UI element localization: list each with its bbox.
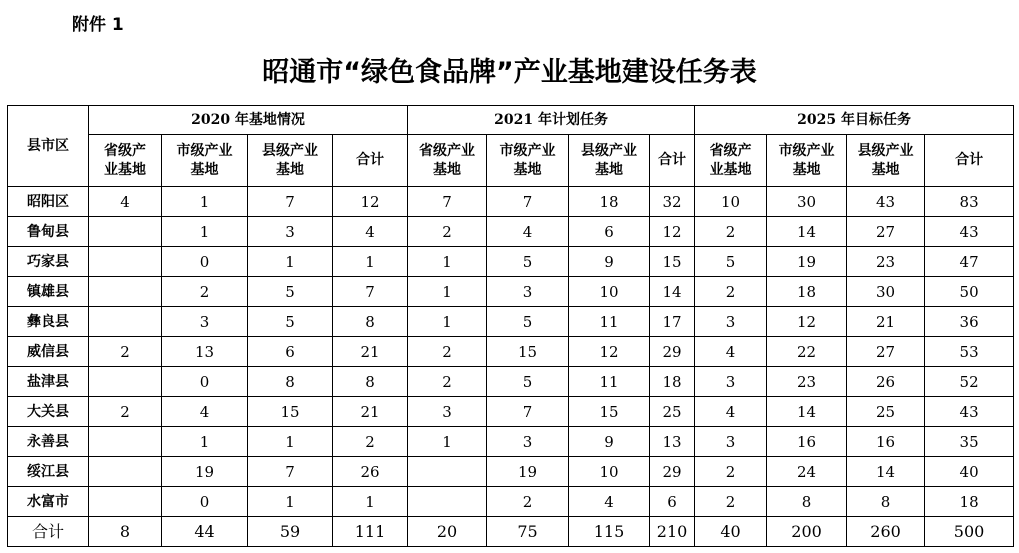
value-cell: 2: [89, 337, 162, 367]
county-name-cell: 绥江县: [8, 457, 89, 487]
value-cell: 36: [925, 307, 1014, 337]
header-sub-line: 基地: [595, 161, 624, 178]
value-cell: 18: [767, 277, 847, 307]
value-cell: 8: [333, 367, 408, 397]
value-cell: 19: [767, 247, 847, 277]
value-cell: 1: [408, 307, 487, 337]
header-sub-line: 县级产业: [262, 142, 318, 159]
value-cell: 1: [162, 427, 248, 457]
value-cell: 14: [847, 457, 925, 487]
value-cell: 11: [569, 307, 650, 337]
value-cell: 22: [767, 337, 847, 367]
value-cell: 3: [248, 217, 333, 247]
value-cell: [89, 457, 162, 487]
total-row: [8, 517, 1014, 547]
table-row: [8, 217, 1014, 247]
county-name-cell: 大关县: [8, 397, 89, 427]
value-cell: 18: [569, 187, 650, 217]
value-cell: 5: [487, 247, 569, 277]
county-name-cell: 巧家县: [8, 247, 89, 277]
value-cell: 15: [650, 247, 695, 277]
header-sub-line: 基地: [190, 161, 219, 178]
header-sub-line: 基地: [871, 161, 900, 178]
value-cell: 11: [569, 367, 650, 397]
value-cell: 7: [408, 187, 487, 217]
header-group-2020: 2020 年基地情况: [89, 106, 408, 135]
value-cell: 6: [650, 487, 695, 517]
value-cell: 23: [847, 247, 925, 277]
value-cell: 30: [847, 277, 925, 307]
value-cell: [89, 307, 162, 337]
header-sub-line: 市级产业: [176, 142, 233, 159]
value-cell: 9: [569, 247, 650, 277]
value-cell: 17: [650, 307, 695, 337]
value-cell: 5: [487, 307, 569, 337]
header-sub-line: 业基地: [104, 161, 146, 178]
value-cell: 4: [695, 397, 767, 427]
header-sub-cell: [569, 135, 650, 187]
value-cell: 7: [333, 277, 408, 307]
county-name-cell: 镇雄县: [8, 277, 89, 307]
header-sub-cell: [408, 135, 487, 187]
value-cell: 12: [767, 307, 847, 337]
value-cell: 8: [767, 487, 847, 517]
value-cell: 52: [925, 367, 1014, 397]
value-cell: 15: [569, 397, 650, 427]
value-cell: 7: [248, 187, 333, 217]
table-row: [8, 337, 1014, 367]
value-cell: 0: [162, 487, 248, 517]
header-sub-line: 省级产业: [419, 142, 476, 159]
total-value-cell: 111: [333, 517, 408, 547]
header-sub-line: 省级产: [709, 142, 752, 159]
header-sub-line: 市级产业: [778, 142, 835, 159]
total-label-cell: 合计: [8, 517, 89, 547]
value-cell: [89, 487, 162, 517]
value-cell: 50: [925, 277, 1014, 307]
value-cell: 32: [650, 187, 695, 217]
header-sub-line: 业基地: [709, 161, 752, 178]
value-cell: 15: [487, 337, 569, 367]
header-sub-line: 合计: [955, 152, 984, 168]
value-cell: 2: [695, 457, 767, 487]
value-cell: 4: [162, 397, 248, 427]
total-value-cell: 40: [695, 517, 767, 547]
total-value-cell: 200: [767, 517, 847, 547]
value-cell: 2: [695, 487, 767, 517]
value-cell: 26: [847, 367, 925, 397]
header-row-groups: [8, 106, 1014, 135]
value-cell: 13: [162, 337, 248, 367]
value-cell: 4: [695, 337, 767, 367]
value-cell: 3: [487, 277, 569, 307]
total-value-cell: 115: [569, 517, 650, 547]
header-sub-cell: [162, 135, 248, 187]
task-table: [7, 105, 1014, 547]
value-cell: 19: [487, 457, 569, 487]
header-sub-cell: [925, 135, 1014, 187]
value-cell: 2: [333, 427, 408, 457]
total-value-cell: 75: [487, 517, 569, 547]
header-sub-line: 合计: [356, 152, 385, 168]
table-row: [8, 457, 1014, 487]
value-cell: 4: [569, 487, 650, 517]
value-cell: 3: [487, 427, 569, 457]
value-cell: 0: [162, 367, 248, 397]
value-cell: 53: [925, 337, 1014, 367]
value-cell: 21: [333, 397, 408, 427]
value-cell: 43: [847, 187, 925, 217]
value-cell: 1: [408, 427, 487, 457]
value-cell: 3: [695, 367, 767, 397]
value-cell: 29: [650, 337, 695, 367]
value-cell: 21: [847, 307, 925, 337]
value-cell: 8: [333, 307, 408, 337]
value-cell: 1: [333, 247, 408, 277]
total-value-cell: 59: [248, 517, 333, 547]
table-row: [8, 247, 1014, 277]
header-sub-line: 市级产业: [499, 142, 556, 159]
value-cell: 8: [847, 487, 925, 517]
value-cell: 14: [767, 397, 847, 427]
value-cell: 6: [248, 337, 333, 367]
header-row-sub: [8, 135, 1014, 187]
value-cell: 83: [925, 187, 1014, 217]
page-title: 昭通市“绿色食品牌”产业基地建设任务表: [262, 57, 757, 88]
value-cell: 1: [248, 427, 333, 457]
value-cell: 1: [162, 187, 248, 217]
value-cell: 3: [162, 307, 248, 337]
value-cell: 25: [847, 397, 925, 427]
value-cell: 30: [767, 187, 847, 217]
value-cell: 2: [695, 217, 767, 247]
value-cell: 1: [248, 247, 333, 277]
header-county: 县市区: [8, 106, 89, 187]
value-cell: [89, 427, 162, 457]
value-cell: [89, 367, 162, 397]
value-cell: 16: [847, 427, 925, 457]
value-cell: 18: [925, 487, 1014, 517]
value-cell: 26: [333, 457, 408, 487]
table-row: [8, 487, 1014, 517]
value-cell: 2: [487, 487, 569, 517]
value-cell: 1: [333, 487, 408, 517]
value-cell: 43: [925, 217, 1014, 247]
header-group-2025: 2025 年目标任务: [695, 106, 1014, 135]
header-sub-cell: [333, 135, 408, 187]
value-cell: 5: [248, 307, 333, 337]
total-value-cell: 20: [408, 517, 487, 547]
value-cell: 0: [162, 247, 248, 277]
header-sub-line: 合计: [658, 152, 687, 168]
header-sub-line: 县级产业: [581, 142, 638, 159]
value-cell: 4: [89, 187, 162, 217]
value-cell: 10: [569, 277, 650, 307]
value-cell: 19: [162, 457, 248, 487]
value-cell: 12: [650, 217, 695, 247]
table-row: [8, 397, 1014, 427]
value-cell: 2: [408, 217, 487, 247]
header-sub-line: 县级产业: [857, 142, 914, 159]
value-cell: 12: [569, 337, 650, 367]
header-group-2021: 2021 年计划任务: [408, 106, 695, 135]
value-cell: 1: [162, 217, 248, 247]
value-cell: 27: [847, 337, 925, 367]
header-sub-line: 基地: [792, 161, 821, 178]
value-cell: 4: [487, 217, 569, 247]
value-cell: 2: [162, 277, 248, 307]
value-cell: 5: [248, 277, 333, 307]
county-name-cell: 水富市: [8, 487, 89, 517]
header-sub-cell: [650, 135, 695, 187]
value-cell: 1: [408, 277, 487, 307]
county-name-cell: 鲁甸县: [8, 217, 89, 247]
table-row: [8, 277, 1014, 307]
value-cell: 6: [569, 217, 650, 247]
value-cell: 23: [767, 367, 847, 397]
value-cell: [89, 277, 162, 307]
value-cell: 47: [925, 247, 1014, 277]
value-cell: 7: [248, 457, 333, 487]
value-cell: 9: [569, 427, 650, 457]
county-name-cell: 彝良县: [8, 307, 89, 337]
header-sub-cell: [89, 135, 162, 187]
value-cell: [408, 487, 487, 517]
value-cell: 4: [333, 217, 408, 247]
value-cell: 12: [333, 187, 408, 217]
value-cell: 40: [925, 457, 1014, 487]
total-value-cell: 44: [162, 517, 248, 547]
header-sub-line: 省级产: [104, 142, 146, 159]
value-cell: 5: [695, 247, 767, 277]
value-cell: 2: [408, 337, 487, 367]
total-value-cell: 8: [89, 517, 162, 547]
value-cell: 18: [650, 367, 695, 397]
value-cell: 7: [487, 397, 569, 427]
value-cell: 25: [650, 397, 695, 427]
value-cell: 10: [695, 187, 767, 217]
table-body: [8, 187, 1014, 547]
value-cell: 14: [767, 217, 847, 247]
value-cell: 35: [925, 427, 1014, 457]
table-row: [8, 367, 1014, 397]
header-sub-cell: [847, 135, 925, 187]
total-value-cell: 260: [847, 517, 925, 547]
attachment-label: 附件 1: [72, 15, 124, 35]
header-sub-line: 基地: [513, 161, 542, 178]
value-cell: 1: [408, 247, 487, 277]
header-sub-line: 基地: [433, 161, 462, 178]
header-sub-cell: [695, 135, 767, 187]
value-cell: 2: [695, 277, 767, 307]
header-sub-cell: [487, 135, 569, 187]
value-cell: [89, 217, 162, 247]
value-cell: 3: [695, 307, 767, 337]
value-cell: [89, 247, 162, 277]
county-name-cell: 永善县: [8, 427, 89, 457]
value-cell: 16: [767, 427, 847, 457]
value-cell: 3: [408, 397, 487, 427]
total-value-cell: 210: [650, 517, 695, 547]
value-cell: 43: [925, 397, 1014, 427]
value-cell: 1: [248, 487, 333, 517]
value-cell: 15: [248, 397, 333, 427]
header-sub-cell: [767, 135, 847, 187]
value-cell: 21: [333, 337, 408, 367]
value-cell: 14: [650, 277, 695, 307]
header-sub-line: 基地: [276, 161, 304, 178]
header-sub-cell: [248, 135, 333, 187]
total-value-cell: 500: [925, 517, 1014, 547]
value-cell: 3: [695, 427, 767, 457]
value-cell: 2: [89, 397, 162, 427]
value-cell: 2: [408, 367, 487, 397]
county-name-cell: 威信县: [8, 337, 89, 367]
value-cell: 8: [248, 367, 333, 397]
value-cell: 13: [650, 427, 695, 457]
value-cell: 29: [650, 457, 695, 487]
table-row: [8, 187, 1014, 217]
value-cell: 27: [847, 217, 925, 247]
county-name-cell: 昭阳区: [8, 187, 89, 217]
county-name-cell: 盐津县: [8, 367, 89, 397]
value-cell: 5: [487, 367, 569, 397]
value-cell: 10: [569, 457, 650, 487]
table-row: [8, 307, 1014, 337]
value-cell: [408, 457, 487, 487]
value-cell: 24: [767, 457, 847, 487]
value-cell: 7: [487, 187, 569, 217]
table-row: [8, 427, 1014, 457]
